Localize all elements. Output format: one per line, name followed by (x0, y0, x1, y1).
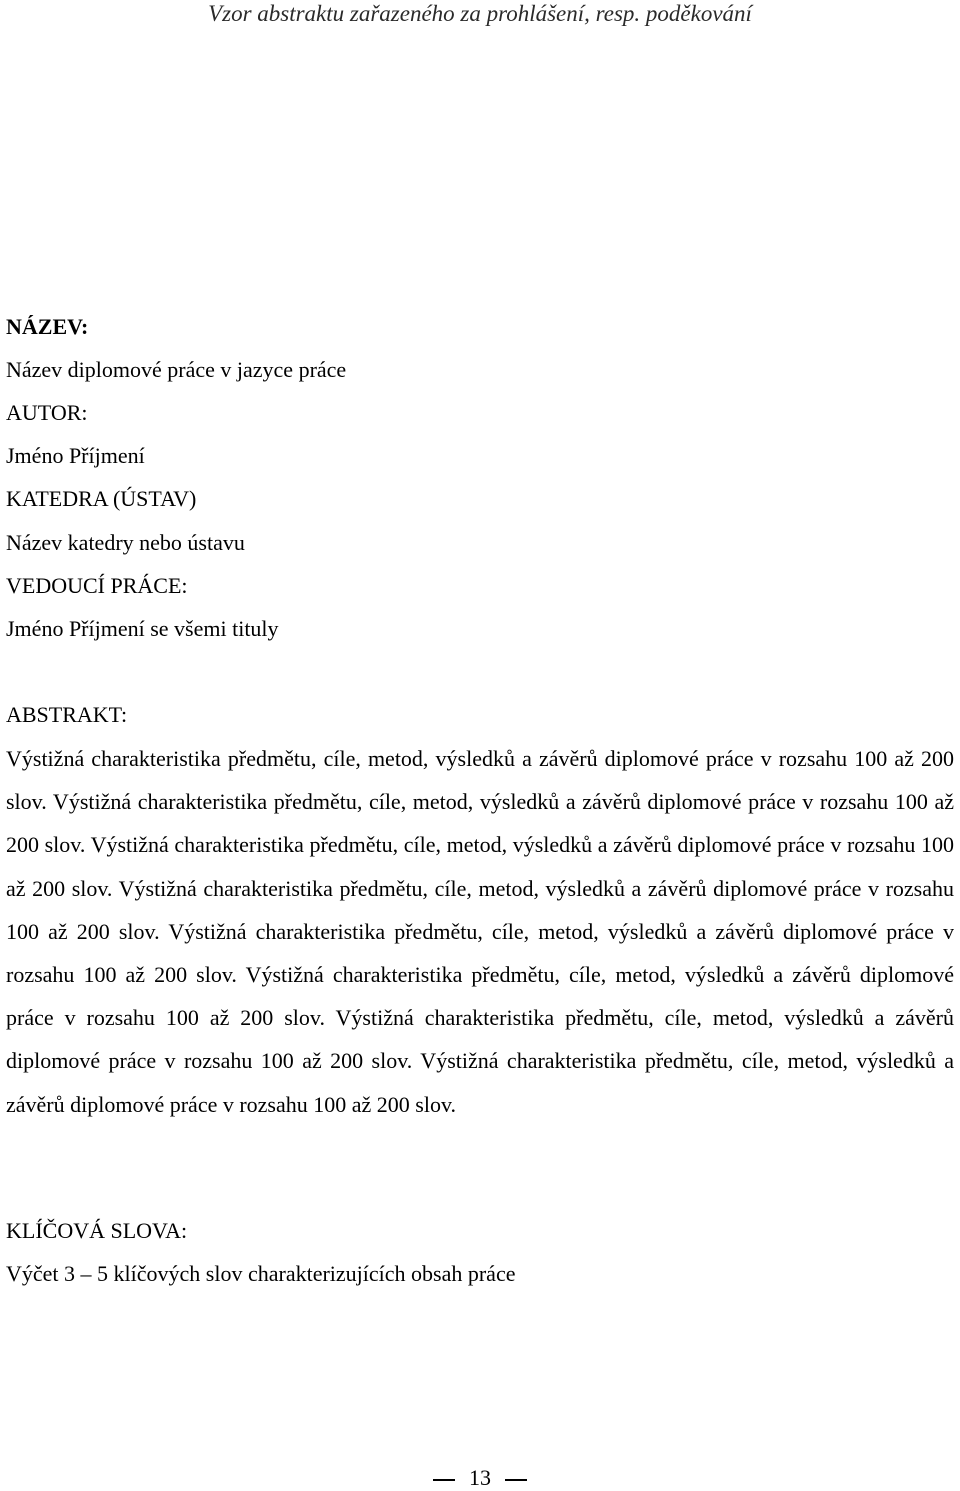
supervisor-value: Jméno Příjmení se všemi tituly (6, 616, 279, 641)
department-label: KATEDRA (ÚSTAV) (6, 486, 197, 511)
department-value: Název katedry nebo ústavu (6, 530, 245, 555)
abstract-label: ABSTRAKT: (6, 702, 128, 727)
page-header: Vzor abstraktu zařazeného za prohlášení, resp. poděkování (208, 1, 752, 26)
keywords-value: Výčet 3 – 5 klíčových slov charakterizujících obsah práce (6, 1261, 516, 1286)
page-number-dash-right (505, 1479, 527, 1481)
author-value: Jméno Příjmení (6, 443, 145, 468)
keywords-label: KLÍČOVÁ SLOVA: (6, 1218, 188, 1243)
page-number-dash-left (433, 1479, 455, 1481)
title-value: Název diplomové práce v jazyce práce (6, 357, 347, 382)
supervisor-label: VEDOUCÍ PRÁCE: (6, 573, 188, 598)
page-number-value: 13 (469, 1465, 491, 1490)
author-label: AUTOR: (6, 400, 88, 425)
abstract-text: Výstižná charakteristika předmětu, cíle, metod, výsledků a závěrů diplomové práce v rozsahu 100 až 200 slov. Výstižná charakteristika předmětu, cíle, metod, výsledků a závěrů diplomové práce v rozsahu 100 až 200 slov. Výstižná charakteristika předmětu, cíle, metod, výsledků a závěrů diplomové práce v rozsahu 100 až 200 slov. Výstižná charakteristika předmětu, cíle, metod, výsledků a závěrů diplomové práce v rozsahu 100 až 200 slov. Výstižná charakteristika předmětu, cíle, metod, výsledků a závěrů diplomové práce v rozsahu 100 až 200 slov. Výstižná charakteristika předmětu, cíle, metod, výsledků a závěrů diplomové práce v rozsahu 100 až 200 slov. Výstižná charakteristika předmětu, cíle, metod, výsledků a závěrů diplomové práce v rozsahu 100 až 200 slov. Výstižná charakteristika předmětu, cíle, metod, výsledků a závěrů diplomové práce v rozsahu 100 až 200 slov. (6, 746, 954, 1117)
title-label: NÁZEV: (6, 314, 89, 339)
page-number (0, 1465, 960, 1491)
